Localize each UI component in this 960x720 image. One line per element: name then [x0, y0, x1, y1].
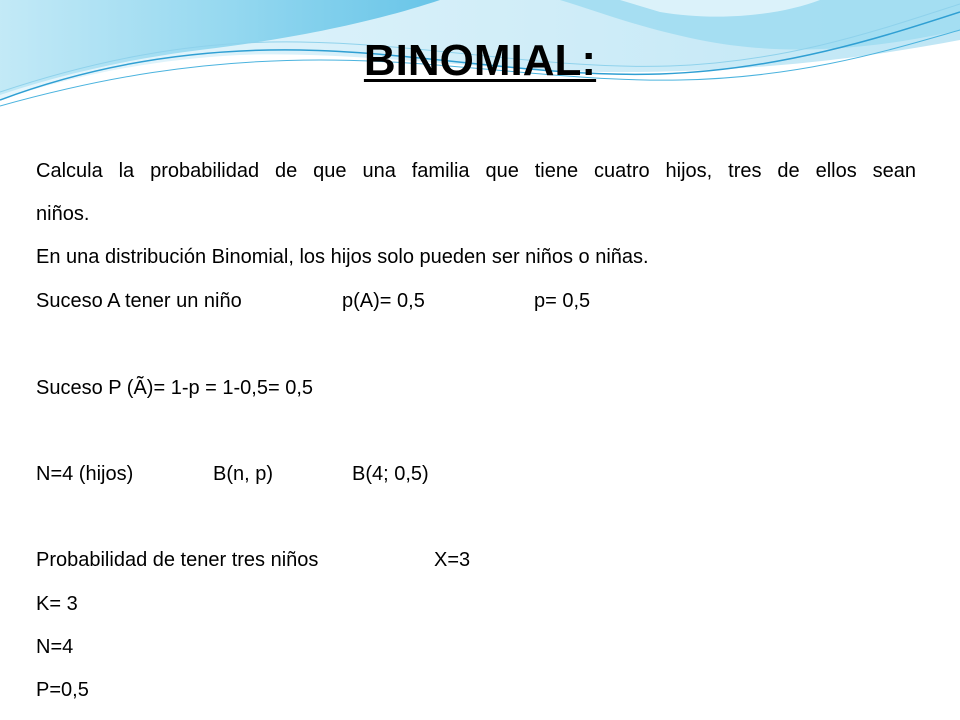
binomial-explanation: En una distribución Binomial, los hijos solo pueden ser niños o niñas. [36, 246, 649, 268]
slide-title [0, 36, 960, 86]
slide-title-text: BINOMIAL: [363, 36, 597, 85]
k-value: K= 3 [36, 593, 78, 615]
binomial-notation: B(n, p) [213, 463, 274, 485]
x-value: X=3 [434, 549, 471, 571]
probability-text: Probabilidad de tener tres niños [36, 549, 319, 571]
n-value: N=4 [36, 636, 74, 658]
n-hijos: N=4 (hijos) [36, 463, 134, 485]
suceso-a-label: Suceso A tener un niño [36, 290, 242, 312]
p-parameter: P=0,5 [36, 679, 89, 701]
suceso-a-row [36, 290, 916, 314]
suceso-a-probability: p(A)= 0,5 [342, 290, 425, 312]
p-value: p= 0,5 [534, 290, 591, 312]
probability-row [36, 549, 916, 573]
binomial-instance: B(4; 0,5) [352, 463, 429, 485]
suceso-complement: Suceso P (Ã)= 1-p = 1-0,5= 0,5 [36, 377, 314, 399]
problem-statement-line-2: niños. [36, 203, 90, 225]
problem-statement-line-1: Calcula la probabilidad de que una familia que tiene cuatro hijos, tres de ellos sean [36, 160, 916, 182]
parameters-row [36, 463, 916, 487]
